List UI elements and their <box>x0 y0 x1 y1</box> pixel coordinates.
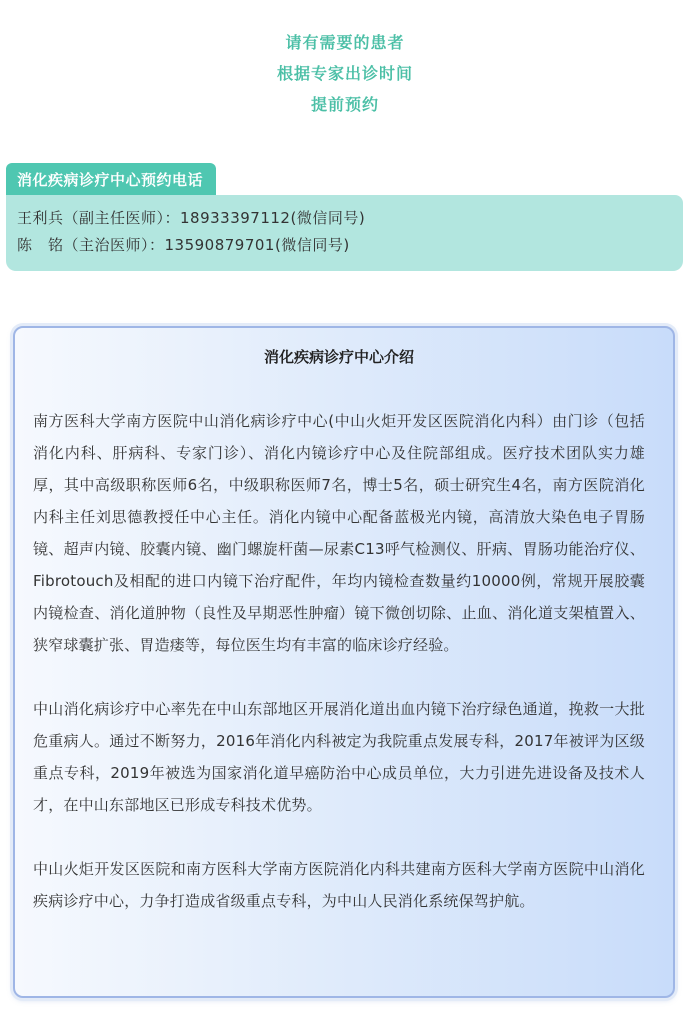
contact-row-wang: 王利兵（副主任医师）：18933397112(微信同号) <box>17 209 366 227</box>
center-introduction-card <box>13 326 675 998</box>
intro-paragraph: 中山火炬开发区医院和南方医科大学南方医院消化内科共建南方医科大学南方医院中山消化疾病诊疗中心，力争打造成省级重点专科，为中山人民消化系统保驾护航。 <box>33 860 645 910</box>
contact-phone-box <box>6 195 683 271</box>
contact-section-title: 消化疾病诊疗中心预约电话 <box>6 163 216 197</box>
intro-title: 消化疾病诊疗中心介绍 <box>263 348 414 366</box>
notice-line: 根据专家出诊时间 <box>276 64 413 83</box>
appointment-notice <box>0 27 690 120</box>
contact-row-chen: 陈 铭（主治医师）：13590879701(微信同号) <box>17 236 350 254</box>
notice-line: 请有需要的患者 <box>285 33 405 52</box>
intro-paragraph: 中山消化病诊疗中心率先在中山东部地区开展消化道出血内镜下治疗绿色通道，挽救一大批危重病人。通过不断努力，2016年消化内科被定为我院重点发展专科，2017年被评为区级重点专科，2019年被选为国家消化道早癌防治中心成员单位，大力引进先进设备及技术人才，在中山东部地区已形成专科技术优势。 <box>33 700 645 814</box>
intro-paragraph: 南方医科大学南方医院中山消化病诊疗中心(中山火炬开发区医院消化内科）由门诊（包括消化内科、肝病科、专家门诊）、消化内镜诊疗中心及住院部组成。医疗技术团队实力雄厚，其中高级职称医师6名，中级职称医师7名，博士5名，硕士研究生4名，南方医院消化内科主任刘思德教授任中心主任。消化内镜中心配备蓝极光内镜，高清放大染色电子胃肠镜、超声内镜、胶囊内镜、幽门螺旋杆菌—尿素C13呼气检测仪、肝病、胃肠功能治疗仪、Fibrotouch及相配的进口内镜下治疗配件，年均内镜检查数量约10000例，常规开展胶囊内镜检查、消化道肿物（良性及早期恶性肿瘤）镜下微创切除、止血、消化道支架植置入、狭窄球囊扩张、胃造瘘等，每位医生均有丰富的临床诊疗经验。 <box>33 412 645 654</box>
notice-line: 提前预约 <box>310 95 379 114</box>
